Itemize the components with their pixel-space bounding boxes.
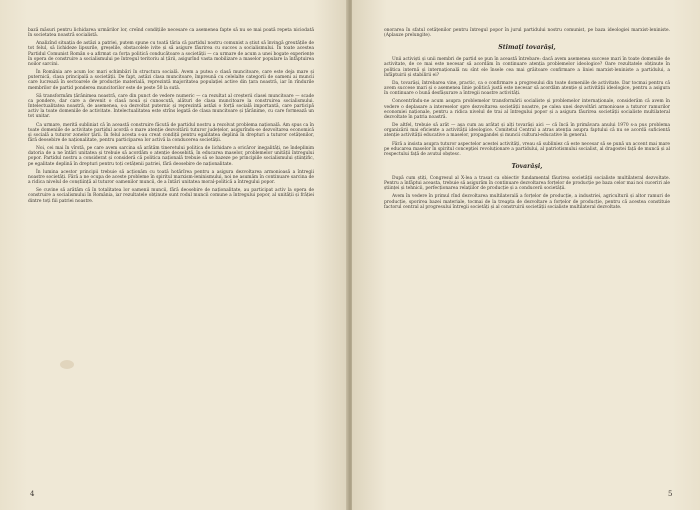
paragraph: În lumina acestor principii trebuie să acționăm cu toată hotărîrea pentru a asigura dezvoltarea armonioasă a întregii noastre societăți. Fără a ne ocupa de aceste probleme în spiritul marxism-leninismului, noi ne asumăm în continuare sarcina de a ridica nivelul de conștiință al tuturor oamenilor muncii, de a întări unitatea moral-politică a întregului popor. — [28, 169, 314, 186]
section-heading: Stimați tovarăși, — [498, 44, 556, 52]
right-page-text — [384, 28, 670, 213]
page-number: 4 — [30, 490, 35, 498]
left-page — [0, 0, 348, 510]
paragraph: Da, tovarăși, întrebarea vine, practic, ca o confirmare a progresului din toate domeniile de activitate. Dar tocmai pentru că avem succese mari și o asemenea linie politică justă este necesar să acordăm atenție și activității ideologice, pentru a asigura în continuare o bună desfășurare a întregii noastre activități. — [384, 80, 670, 97]
right-page — [352, 0, 700, 510]
page-number: 5 — [668, 490, 673, 498]
paragraph: Unii activiști și unii membri de partid se pun în această întrebare: dacă avem asemenea succese mari în toate domeniile de activitate, de ce mai este necesar să acordăm în continuare atenția problemelor ideologice? Oare rezultatele obținute în politica internă și internațională nu sînt ele însele cea mai grăitoare confirmare a liniei marxist-leniniste a partidului, a înfăptuirii și stabilirii ei? — [384, 57, 670, 78]
paragraph: În România are acum loc mari schimbări în structura socială. Avem a putea o clasă muncitoare, care este deja mare și puternică, clasa principală a societății. De fapt, astăzi clasa muncitoare, împreună cu celelalte categorii de oameni ai muncii care lucrează în sectoarele de producție materială, reprezintă majoritatea populației active din țara noastră, iar în rîndurile membrilor de partid ponderea muncitorilor este de peste 50 la sută. — [28, 70, 314, 91]
section-heading: Tovarăși, — [511, 162, 543, 170]
paragraph: După cum știți, Congresul al X-lea a trasat ca obiectiv fundamental făurirea societății socialiste multilateral dezvoltate. Pentru a înfăptui aceasta, trebuie să asigurăm în continuare dezvoltarea forțelor de producție pe baza celor mai noi cuceriri ale științei și tehnicii, perfecționarea relațiilor de producție și a conducerii societății. — [384, 175, 670, 192]
paragraph: Să transformăm țărănimea noastră, care din punct de vedere numeric — ca rezultat al creșterii clasei muncitoare — scade ca pondere, dar care a devenit o clasă nouă și cunoscută, alături de clasa muncitoare la construirea socialismului. Intelectualitatea noastră, de asemenea, s-a dezvoltat puternic și reprezintă astăzi o forță socială importantă, care participă activ la toate domeniile de activitate. Intelectualitatea este strîns legată de clasa muncitoare și țărănime, cu care formează un tot unitar. — [28, 93, 314, 120]
paragraph: Analizînd situația de astăzi a patriei, putem spune cu toată tăria că partidul nostru comunist a știut să învingă greutățile de tot felul, să lichideze lipsurile, greșelile, obstacolele ivite și să asigure făurirea cu succes a socialismului. În toate acestea Partidul Comunist Român s-a afirmat ca forța politică conducătoare a societății — ca urmare de acum a unei bogate experiențe în opera de construire a socialismului pe întregul teritoriu al țării, asigurînd vasta mobilizare a maselor populare la înfăptuirea noilor sarcini. — [28, 41, 314, 67]
paper-stain — [60, 360, 74, 369]
paragraph: onorarea în sfatul cetățenilor pentru întregul popor în jurul partidului nostru comunist, pe baza ideologiei marxist-leniniste. (Aplauze prelungite). — [384, 28, 670, 39]
left-page-text — [28, 28, 314, 207]
paragraph: bază măsuri pentru lichidarea urmărilor lor, creînd condițiile necesare ca asemenea fapte să nu se mai poată repeta niciodată în societatea noastră socialistă. — [28, 28, 314, 39]
paragraph: Fără a insista asupra tuturor aspectelor acestei activități, vreau să subliniez că este necesar să se pună un accent mai mare pe educarea maselor în spiritul concepției revoluționare a partidului, al patriotismului socialist, al dragostei față de muncă și al respectului față de avutul obștesc. — [384, 141, 670, 157]
paragraph: De altfel, trebuie să arăt — așa cum au arătat și alți tovarăși aici — că încă în primăvara anului 1970 s-a pus problema organizării mai eficiente a activității ideologice. Comitetul Central a atras atenția asupra faptului că nu se acordă suficientă atenție activității educative a maselor, propagandei și muncii cultural-educative în general. — [384, 123, 670, 139]
paragraph: Se cuvine să arătăm că în totalitatea lor oamenii muncii, fără deosebire de naționalitate, au participat activ la opera de construire a socialismului în România, iar rezultatele obținute sunt rodul muncii comune a întregului popor, al unității și frăției dintre toți fiii patriei noastre. — [28, 188, 314, 204]
paragraph: Avem în vedere în primul rînd dezvoltarea multilaterală a forțelor de producție, a industriei, agriculturii și altor ramuri de producție, sporirea bazei materiale, tocmai de la treapta de dezvoltare a forțelor de producție, pentru că acestea constituie factorul central al progresului întregii societăți și al construirii societății socialiste multilateral dezvoltate. — [384, 194, 670, 210]
paragraph: Concentrîndu-ne acum asupra problemelor transformării socialiste și problemelor internaționale, considerăm că avem în vedere o deplasare a intereselor spre dezvoltarea societății noastre, pe calea unei dezvoltări armonioase a tuturor ramurilor economiei naționale, pentru a ridica nivelul de trai al întregului popor și a asigura făurirea societății socialiste multilateral dezvoltate în patria noastră. — [384, 99, 670, 120]
paragraph: Noi, cei mai în vîrstă, pe care avem sarcina să arătăm tineretului politica de lichidare a oricăror inegalități, ne îndeplinim datoria de a ne întări unitatea și trebuie să acordăm o atenție deosebită, în educarea maselor, problemelor unității întregului popor. Partidul nostru a considerat și consideră că politica națională trebuie să se bazeze pe principiile socialismului științific, pe egalitate deplină în drepturi pentru toți cetățenii patriei, fără deosebire de naționalitate. — [28, 146, 314, 167]
paragraph: Ca urmare, merită subliniat că în această construire făcută de partidul nostru a rezolvat problema națională. Am spus ca în toate domeniile de activitate partidul acordă o mare atenție dezvoltării tuturor județelor, asigurîndu-se dezvoltarea economică și socială a tuturor zonelor țării. În felul acesta s-au creat condiții pentru egalitatea deplină în drepturi a tuturor cetățenilor, fără deosebire de naționalitate, pentru participarea lor activă la conducerea societății. — [28, 122, 314, 143]
